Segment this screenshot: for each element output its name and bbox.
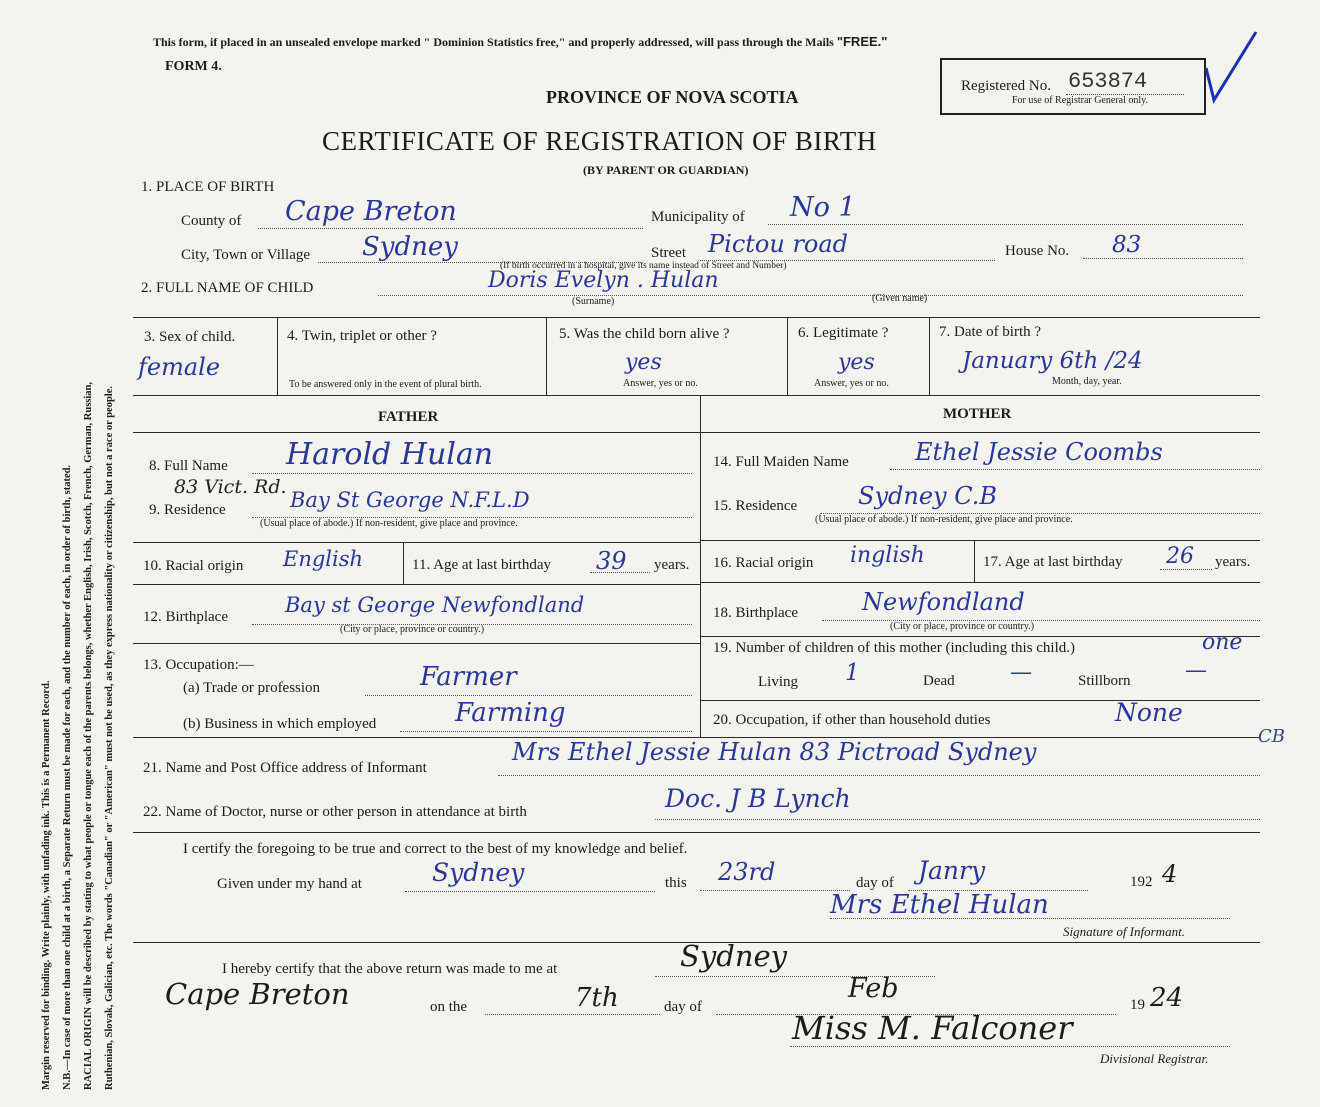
certificate-title: CERTIFICATE OF REGISTRATION OF BIRTH bbox=[322, 126, 877, 156]
county-value: Cape Breton bbox=[285, 196, 457, 227]
given-day-value: 23rd bbox=[718, 858, 776, 886]
mother-occupation-value: None bbox=[1115, 698, 1183, 727]
doctor-value: Doc. J B Lynch bbox=[665, 784, 851, 813]
given-name-note: (Given name) bbox=[872, 293, 928, 304]
father-heading: FATHER bbox=[378, 409, 439, 425]
sex-value: female bbox=[138, 353, 221, 381]
given-month-value: Janry bbox=[918, 856, 986, 885]
trade-label: (a) Trade or profession bbox=[183, 680, 321, 696]
sex-label: 3. Sex of child. bbox=[144, 329, 236, 345]
hospital-note: (If birth occurred in a hospital, give its name instead of Street and Number) bbox=[500, 261, 787, 271]
mother-age-line bbox=[1160, 569, 1212, 570]
living-value: 1 bbox=[845, 660, 860, 686]
father-racial-label: 10. Racial origin bbox=[143, 558, 244, 574]
registrar-on-the-label: on the bbox=[430, 999, 468, 1015]
informant-signature: Mrs Ethel Hulan bbox=[830, 890, 1049, 920]
boxes-bottom-rule bbox=[133, 395, 1260, 396]
margin-note-2: N.B.—In case of more than one child at a birth, a Separate Return must be made for each, and the number of each, in order of birth, stated. bbox=[62, 464, 73, 1090]
father-birthplace-note: (City or place, province or country.) bbox=[340, 624, 485, 635]
informant-label: 21. Name and Post Office address of Informant bbox=[143, 760, 427, 776]
mother-birthplace-line bbox=[822, 620, 1260, 621]
father-rule-1 bbox=[133, 542, 700, 543]
living-label: Living bbox=[758, 674, 798, 690]
check-mark-icon bbox=[1200, 28, 1260, 108]
house-no-label: House No. bbox=[1005, 243, 1070, 259]
municipality-value: No 1 bbox=[790, 192, 856, 223]
given-day-of-label: day of bbox=[856, 875, 894, 891]
mother-rule-3 bbox=[700, 636, 1260, 637]
father-name-label: 8. Full Name bbox=[149, 458, 228, 474]
margin-note-3: RACIAL ORIGIN will be described by stating to what people or tongue each of the parents belongs, whether English, Irish, Scotch, French, German, Russian, bbox=[83, 381, 94, 1090]
father-birthplace-value: Bay st George Newfondland bbox=[285, 593, 585, 617]
given-year-prefix: 192 bbox=[1130, 874, 1153, 890]
mail-free-text: "FREE." bbox=[836, 34, 888, 49]
mail-notice bbox=[153, 35, 887, 48]
registrar-month-value: Feb bbox=[848, 973, 899, 1004]
registrar-signature: Miss M. Falconer bbox=[792, 1009, 1073, 1047]
father-age-label: 11. Age at last birthday bbox=[412, 557, 551, 573]
house-no-line bbox=[1083, 258, 1243, 259]
box-divider-4 bbox=[929, 317, 930, 395]
registrar-year-digit: 24 bbox=[1150, 983, 1184, 1013]
mother-age-years: years. bbox=[1215, 554, 1251, 570]
dob-label: 7. Date of birth ? bbox=[939, 324, 1042, 340]
mother-age-label: 17. Age at last birthday bbox=[983, 554, 1123, 570]
father-birthplace-label: 12. Birthplace bbox=[143, 609, 228, 625]
given-day-line bbox=[700, 890, 850, 891]
business-label: (b) Business in which employed bbox=[183, 716, 377, 732]
dob-note: Month, day, year. bbox=[1052, 376, 1122, 387]
children-count-label: 19. Number of children of this mother (including this child.) bbox=[713, 640, 1076, 656]
father-rule-3 bbox=[133, 643, 700, 644]
father-occupation-label: 13. Occupation:— bbox=[143, 657, 254, 673]
father-name-line bbox=[252, 473, 692, 474]
municipality-line bbox=[768, 224, 1243, 225]
city-label: City, Town or Village bbox=[181, 247, 311, 263]
street-label: Street bbox=[651, 245, 686, 261]
house-no-value: 83 bbox=[1112, 232, 1142, 258]
county-label: County of bbox=[181, 213, 242, 229]
mother-age-divider bbox=[974, 540, 975, 582]
box-divider-2 bbox=[546, 317, 547, 395]
doctor-line bbox=[655, 819, 1260, 820]
registrar-year-prefix: 19 bbox=[1130, 997, 1145, 1013]
dead-label: Dead bbox=[923, 673, 955, 689]
parents-heading-rule bbox=[133, 432, 1260, 433]
alive-label: 5. Was the child born alive ? bbox=[559, 326, 730, 342]
given-place-value: Sydney bbox=[432, 858, 525, 887]
street-value: Pictou road bbox=[708, 230, 849, 258]
certificate-subtitle: (BY PARENT OR GUARDIAN) bbox=[583, 163, 749, 177]
registrar-note: For use of Registrar General only. bbox=[1012, 95, 1148, 106]
father-racial-value: English bbox=[283, 547, 364, 571]
registrar-day-of-label: day of bbox=[664, 999, 702, 1015]
parents-center-divider bbox=[700, 395, 701, 737]
mother-rule-1 bbox=[700, 540, 1260, 541]
mother-birthplace-label: 18. Birthplace bbox=[713, 605, 798, 621]
business-value: Farming bbox=[455, 698, 566, 728]
certify-statement: I certify the foregoing to be true and correct to the best of my knowledge and belief. bbox=[183, 841, 688, 857]
place-of-birth-label: 1. PLACE OF BIRTH bbox=[141, 179, 275, 195]
father-residence-note: (Usual place of abode.) If non-resident, give place and province. bbox=[260, 518, 518, 529]
given-under-label: Given under my hand at bbox=[217, 876, 362, 892]
given-year-digit: 4 bbox=[1162, 860, 1178, 888]
registrar-place-value: Sydney bbox=[680, 939, 788, 973]
mother-residence-note: (Usual place of abode.) If non-resident, give place and province. bbox=[815, 514, 1073, 525]
certify-top-rule bbox=[133, 832, 1260, 833]
mother-name-value: Ethel Jessie Coombs bbox=[915, 438, 1163, 466]
mother-residence-label: 15. Residence bbox=[713, 498, 798, 514]
registrar-day-value: 7th bbox=[575, 983, 619, 1013]
informant-line bbox=[498, 775, 1260, 776]
business-line bbox=[400, 731, 692, 732]
boxes-top-rule bbox=[133, 317, 1260, 318]
informant-signature-label: Signature of Informant. bbox=[1063, 924, 1185, 939]
informant-extra: CB bbox=[1258, 726, 1285, 747]
twin-note: To be answered only in the event of plural birth. bbox=[289, 379, 482, 390]
father-age-divider bbox=[403, 542, 404, 584]
registrar-county-value: Cape Breton bbox=[165, 977, 350, 1011]
municipality-label: Municipality of bbox=[651, 209, 745, 225]
child-name-value: Doris Evelyn . Hulan bbox=[488, 268, 719, 293]
father-age-years: years. bbox=[654, 557, 690, 573]
mother-birthplace-value: Newfondland bbox=[862, 588, 1025, 616]
box-divider-3 bbox=[787, 317, 788, 395]
alive-answer-note: Answer, yes or no. bbox=[623, 378, 698, 389]
mother-residence-value: Sydney C.B bbox=[858, 482, 997, 510]
dob-value: January 6th /24 bbox=[962, 348, 1143, 374]
mother-birthplace-note: (City or place, province or country.) bbox=[890, 621, 1035, 632]
mother-name-line bbox=[890, 469, 1260, 470]
father-age-value: 39 bbox=[596, 547, 627, 575]
surname-note: (Surname) bbox=[572, 296, 615, 307]
registrar-signature-label: Divisional Registrar. bbox=[1100, 1051, 1209, 1066]
legitimate-answer-note: Answer, yes or no. bbox=[814, 378, 889, 389]
legitimate-label: 6. Legitimate ? bbox=[798, 325, 889, 341]
father-residence-value: Bay St George N.F.L.D bbox=[290, 488, 530, 512]
mother-age-value: 26 bbox=[1166, 544, 1194, 569]
alive-value: yes bbox=[625, 350, 662, 375]
mother-heading: MOTHER bbox=[943, 406, 1012, 422]
mother-name-label: 14. Full Maiden Name bbox=[713, 454, 849, 470]
given-this-label: this bbox=[665, 875, 687, 891]
given-place-line bbox=[405, 891, 655, 892]
child-name-label: 2. FULL NAME OF CHILD bbox=[141, 280, 314, 296]
city-value: Sydney bbox=[362, 232, 458, 262]
margin-note-4: Ruthenian, Slovak, Galician, etc. The words "Canadian" or "American" must not be used, as they express nationality or citizenship, but not a race or people. bbox=[104, 385, 115, 1090]
form-number: FORM 4. bbox=[165, 59, 222, 74]
father-rule-2 bbox=[133, 584, 700, 585]
box-divider-1 bbox=[277, 317, 278, 395]
mail-notice-text: This form, if placed in an unsealed envelope marked " Dominion Statistics free," and properly addressed, will pass through the Mails bbox=[153, 35, 834, 49]
registered-label: Registered No. bbox=[961, 78, 1051, 94]
registrar-statement: I hereby certify that the above return was made to me at bbox=[222, 961, 558, 977]
father-street-value: 83 Vict. Rd. bbox=[174, 476, 287, 498]
children-count-value: one bbox=[1202, 630, 1243, 655]
county-line bbox=[258, 228, 643, 229]
doctor-label: 22. Name of Doctor, nurse or other person in attendance at birth bbox=[143, 804, 527, 820]
trade-line bbox=[365, 695, 692, 696]
twin-label: 4. Twin, triplet or other ? bbox=[287, 328, 437, 344]
mother-racial-label: 16. Racial origin bbox=[713, 555, 814, 571]
mother-occupation-label: 20. Occupation, if other than household duties bbox=[713, 712, 991, 728]
province-heading: PROVINCE OF NOVA SCOTIA bbox=[546, 87, 799, 107]
stillborn-value: — bbox=[1185, 658, 1207, 683]
father-name-value: Harold Hulan bbox=[286, 437, 494, 472]
registered-number: 653874 bbox=[1068, 69, 1148, 94]
dead-value: — bbox=[1010, 660, 1032, 685]
informant-value: Mrs Ethel Jessie Hulan 83 Pictroad Sydney bbox=[512, 738, 1037, 766]
father-residence-label: 9. Residence bbox=[149, 502, 226, 518]
registrar-day-line bbox=[485, 1014, 660, 1015]
child-name-line bbox=[378, 295, 1243, 296]
trade-value: Farmer bbox=[420, 662, 517, 692]
stillborn-label: Stillborn bbox=[1078, 673, 1131, 689]
margin-note-1: Margin reserved for binding. Write plainly, with unfading ink. This is a Permanent Record. bbox=[41, 680, 52, 1090]
legitimate-value: yes bbox=[838, 350, 875, 375]
mother-racial-value: inglish bbox=[850, 543, 925, 568]
mother-rule-2 bbox=[700, 582, 1260, 583]
